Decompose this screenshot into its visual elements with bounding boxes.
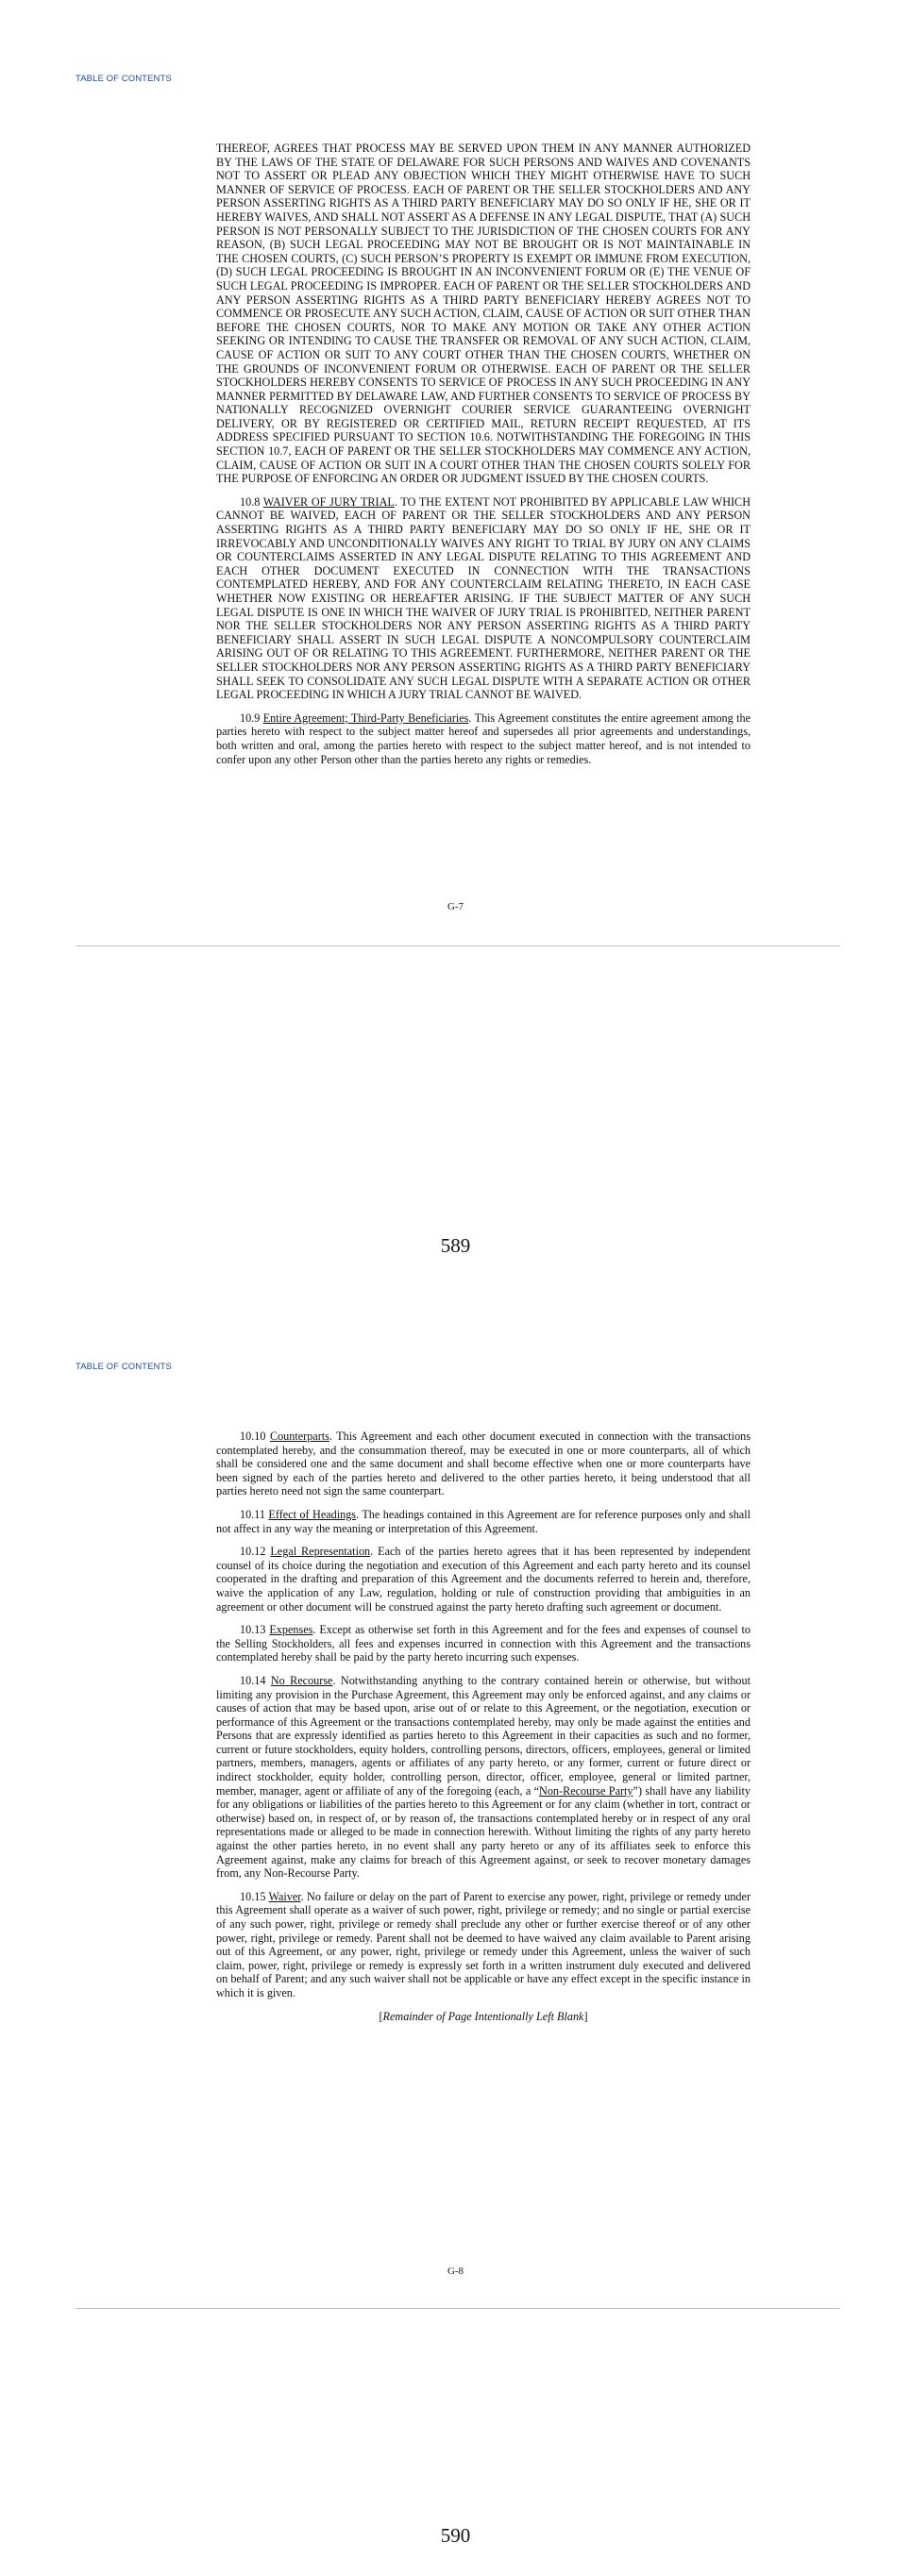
section-number: 10.8 — [240, 494, 263, 509]
section-body: . TO THE EXTENT NOT PROHIBITED BY APPLICABLE LAW WHICH CANNOT BE WAIVED, EACH OF PARENT OR THE SELLER STOCKHOLDERS AND ANY PERSON ASSERTING RIGHTS AS A THIRD PARTY BENEFICIARY MAY DO SO ONLY IF HE, SHE OR IT IRREVOCABLY AND UNCONDITIONALLY WAIVES ANY RIGHT TO TRIAL BY JURY ON ANY CLAIMS OR COUNTERCLAIMS ASSERTED IN ANY LEGAL DISPUTE RELATING TO THIS AGREEMENT AND EACH OTHER DOCUMENT EXECUTED IN CONNECTION WITH THE TRANSACTIONS CONTEMPLATED HEREBY, AND FOR ANY COUNTERCLAIM RELATING THERETO, IN EACH CASE WHETHER NOW EXISTING OR HEREAFTER ARISING. IF THE SUBJECT MATTER OF ANY SUCH LEGAL DISPUTE IS ONE IN WHICH THE WAIVER OF JURY TRIAL IS PROHIBITED, NEITHER PARENT NOR THE SELLER STOCKHOLDERS NOR ANY PERSON ASSERTING RIGHTS AS A THIRD PARTY BENEFICIARY SHALL ASSERT IN SUCH LEGAL DISPUTE A NONCOMPULSORY COUNTERCLAIM ARISING OUT OF OR RELATING TO THIS AGREEMENT. FURTHERMORE, NEITHER PARENT OR THE SELLER STOCKHOLDERS NOR ANY PERSON ASSERTING RIGHTS AS A THIRD PARTY BENEFICIARY SHALL SEEK TO CONSOLIDATE ANY SUCH LEGAL DISPUTE WITH A SEPARATE ACTION OR OTHER LEGAL PROCEEDING IN WHICH A JURY TRIAL CANNOT BE WAIVED. — [216, 494, 751, 702]
page-a-number: 589 — [440, 1234, 471, 1257]
remainder-notice — [216, 2010, 751, 2024]
section-10-8 — [216, 495, 751, 702]
page-b-folio: G-8 — [447, 2266, 464, 2277]
page-b-divider — [76, 2308, 840, 2309]
section-body: . This Agreement constitutes the entire agreement among the parties hereto with respect to the subject matter hereof and supersedes all prior agreements and understandings, both written and oral, among the parties hereto with respect to the subject matter hereof, and is not intended to confer upon any other Person other than the parties hereto any rights or remedies. — [216, 711, 751, 766]
page-b-body — [216, 1430, 751, 2032]
section-heading: WAIVER OF JURY TRIAL — [262, 494, 395, 509]
section-10-13 — [216, 1623, 751, 1664]
section-10-7-continuation: THEREOF, AGREES THAT PROCESS MAY BE SERVED UPON THEM IN ANY MANNER AUTHORIZED BY THE LAWS OF THE STATE OF DELAWARE FOR SUCH PERSONS AND WAIVES AND COVENANTS NOT TO ASSERT OR PLEAD ANY OBJECTION WHICH THEY MIGHT OTHERWISE HAVE TO SUCH MANNER OF SERVICE OF PROCESS. EACH OF PARENT OR THE SELLER STOCKHOLDERS AND ANY PERSON ASSERTING RIGHTS AS A THIRD PARTY BENEFICIARY MAY DO SO ONLY IF HE, SHE OR IT HEREBY WAIVES, AND SHALL NOT ASSERT AS A DEFENSE IN ANY LEGAL DISPUTE, THAT (A) SUCH PERSON IS NOT PERSONALLY SUBJECT TO THE JURISDICTION OF THE CHOSEN COURTS FOR ANY REASON, (B) SUCH LEGAL PROCEEDING MAY NOT BE BROUGHT OR IS NOT MAINTAINABLE IN THE CHOSEN COURTS, (C) SUCH PERSON’S PROPERTY IS EXEMPT OR IMMUNE FROM EXECUTION, (D) SUCH LEGAL PROCEEDING IS BROUGHT IN AN INCONVENIENT FORUM OR (E) THE VENUE OF SUCH LEGAL PROCEEDING IS IMPROPER. EACH OF PARENT OR THE SELLER STOCKHOLDERS AND ANY PERSON ASSERTING RIGHTS AS A THIRD PARTY BENEFICIARY HEREBY AGREES NOT TO COMMENCE OR PROSECUTE ANY SUCH ACTION, CLAIM, CAUSE OF ACTION OR SUIT OTHER THAN BEFORE THE CHOSEN COURTS, NOR TO MAKE ANY MOTION OR TAKE ANY OTHER ACTION SEEKING OR INTENDING TO CAUSE THE TRANSFER OR REMOVAL OF ANY SUCH ACTION, CLAIM, CAUSE OF ACTION OR SUIT TO ANY COURT OTHER THAN THE CHOSEN COURTS, WHETHER ON THE GROUNDS OF INCONVENIENT FORUM OR OTHERWISE. EACH OF PARENT OR THE SELLER STOCKHOLDERS HEREBY CONSENTS TO SERVICE OF PROCESS IN ANY SUCH PROCEEDING IN ANY MANNER PERMITTED BY DELAWARE LAW, AND FURTHER CONSENTS TO SERVICE OF PROCESS BY NATIONALLY RECOGNIZED OVERNIGHT COURIER SERVICE GUARANTEEING OVERNIGHT DELIVERY, OR BY REGISTERED OR CERTIFIED MAIL, RETURN RECEIPT REQUESTED, AT ITS ADDRESS SPECIFIED PURSUANT TO SECTION 10.6. NOTWITHSTANDING THE FOREGOING IN THIS SECTION 10.7, EACH OF PARENT OR THE SELLER STOCKHOLDERS MAY COMMENCE ANY ACTION, CLAIM, CAUSE OF ACTION OR SUIT IN A COURT OTHER THAN THE CHOSEN COURTS SOLELY FOR THE PURPOSE OF ENFORCING AN ORDER OR JUDGMENT ISSUED BY THE CHOSEN COURTS. — [216, 142, 751, 486]
remainder-text: Remainder of Page Intentionally Left Blank — [382, 2009, 584, 2023]
section-body: . Except as otherwise set forth in this Agreement and for the fees and expenses of counsel to the Selling Stockholders, all fees and expenses incurred in connection with this Agreement and the transactions contemplated hereby shall be paid by the party hereto incurring such expenses. — [216, 1623, 751, 1664]
section-10-12 — [216, 1545, 751, 1614]
defined-term: Non-Recourse Party — [539, 1783, 633, 1798]
section-number: 10.14 — [240, 1673, 271, 1687]
table-of-contents-link[interactable]: TABLE OF CONTENTS — [76, 1362, 172, 1372]
section-heading: Effect of Headings — [268, 1507, 357, 1521]
section-heading: Legal Representation — [270, 1545, 371, 1559]
section-number: 10.10 — [240, 1430, 270, 1443]
page-a-divider — [76, 945, 840, 946]
section-heading: No Recourse — [270, 1673, 333, 1687]
section-10-14 — [216, 1674, 751, 1881]
section-number: 10.11 — [240, 1507, 269, 1521]
section-body: . The headings contained in this Agreement are for reference purposes only and shall not affect in any way the meaning or interpretation of this Agreement. — [216, 1507, 751, 1535]
section-heading: Waiver — [268, 1889, 301, 1903]
bracket-open: [ — [379, 2009, 383, 2023]
bracket-close: ] — [583, 2009, 588, 2023]
section-number: 10.12 — [240, 1545, 271, 1559]
section-10-10 — [216, 1430, 751, 1498]
section-heading: Entire Agreement; Third-Party Beneficiaries — [262, 711, 469, 725]
page-a-body — [216, 142, 751, 776]
page-b-number: 590 — [440, 2524, 471, 2547]
section-number: 10.13 — [240, 1623, 270, 1637]
section-number: 10.9 — [240, 711, 263, 725]
section-heading: Expenses — [269, 1623, 313, 1637]
section-body-continued: ”) shall have any liability for any obligations or liabilities of the parties hereto to this Agreement or for any claim (whether in tort, contract or otherwise) based on, in respect of, or by reason of, the transactions contemplated hereby or in respect of any oral representations made or alleged to be made in connection herewith. Without limiting the rights of any party hereto against the other parties hereto, in no event shall any party hereto or any of its affiliates seek to enforce this Agreement against, make any claims for breach of this Agreement against, or seek to recover monetary damages from, any Non-Recourse Party. — [216, 1783, 751, 1881]
section-10-15 — [216, 1890, 751, 2000]
table-of-contents-link[interactable]: TABLE OF CONTENTS — [76, 74, 172, 84]
section-number: 10.15 — [240, 1889, 269, 1903]
section-heading: Counterparts — [269, 1430, 329, 1443]
section-body: . Each of the parties hereto agrees that it has been represented by independent counsel of its choice during the negotiation and execution of this Agreement and each party hereto and its counsel cooperated in the drafting and preparation of this Agreement and the documents referred to herein and, therefore, waive the application of any Law, regulation, holding or rule of construction providing that ambiguities in an agreement or other document will be construed against the party hereto drafting such agreement or document. — [216, 1545, 751, 1614]
section-10-11 — [216, 1508, 751, 1535]
section-10-9 — [216, 711, 751, 766]
section-body: . Notwithstanding anything to the contrary contained herein or otherwise, but without limiting any provision in the Purchase Agreement, this Agreement may only be enforced against, and any claims or causes of action that may be based upon, arise out of or relate to this Agreement, or the negotiation, execution or performance of this Agreement or the transactions contemplated hereby, may only be made against the entities and Persons that are expressly identified as parties hereto to this Agreement in their capacities as such and no former, current or future stockholders, equity holders, controlling persons, directors, officers, employees, general or limited partners, members, managers, agents or affiliates of any party hereto, or any former, current or future direct or indirect stockholder, equity holder, controlling person, director, officer, employee, general or limited partner, member, manager, agent or affiliate of any of the foregoing (each, a “ — [216, 1673, 751, 1798]
section-body: . This Agreement and each other document executed in connection with the transactions contemplated hereby, and the consummation thereof, may be executed in one or more counterparts, all of which shall be considered one and the same document and shall become effective when one or more counterparts have been signed by each of the parties hereto and delivered to the other parties hereto, it being understood that all parties hereto need not sign the same counterpart. — [216, 1430, 751, 1498]
page-a-folio: G-7 — [447, 901, 464, 912]
section-body: . No failure or delay on the part of Parent to exercise any power, right, privilege or remedy under this Agreement shall operate as a waiver of such power, right, privilege or remedy; and no single or partial exercise of any such power, right, privilege or remedy shall preclude any other or further exercise thereof or of any other power, right, privilege or remedy. Parent shall not be deemed to have waived any claim available to Parent arising out of this Agreement, or any power, right, privilege or remedy under this Agreement, unless the waiver of such claim, power, right, privilege or remedy is expressly set forth in a written instrument duly executed and delivered on behalf of Parent; and any such waiver shall not be applicable or have any effect except in the specific instance in which it is given. — [216, 1889, 751, 1999]
